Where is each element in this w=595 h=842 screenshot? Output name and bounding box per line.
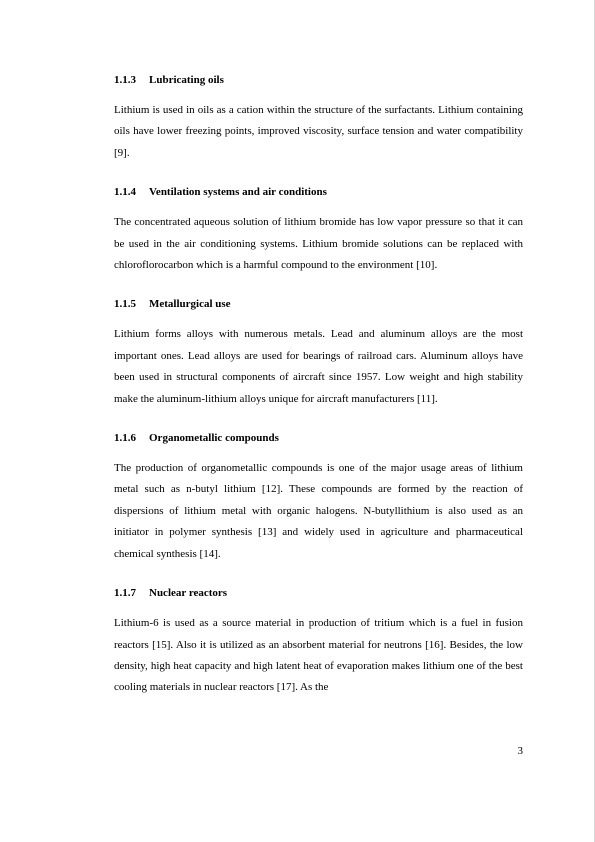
section-number: 1.1.7 xyxy=(114,587,136,600)
section-title: Metallurgical use xyxy=(149,298,231,311)
section-heading xyxy=(114,583,523,603)
page-content xyxy=(114,70,523,699)
page-number: 3 xyxy=(517,745,523,757)
section-paragraph: Lithium forms alloys with numerous metals. Lead and aluminum alloys are the most important ones. Lead alloys are used for bearings of railroad cars. Aluminum alloys have been used in structural components of aircraft since 1957. Low weight and high stability make the aluminum-lithium alloys unique for aircraft manufacturers [11]. xyxy=(114,328,523,405)
section-heading xyxy=(114,70,523,90)
section-paragraph: The production of organometallic compounds is one of the major usage areas of lithium metal such as n-butyl lithium [12]. These compounds are formed by the reaction of dispersions of lithium metal with organic halogens. N-butyllithium is also used as an initiator in polymer synthesis [13] and widely used in agriculture and pharmaceutical chemical synthesis [14]. xyxy=(114,462,523,560)
section-title: Lubricating oils xyxy=(149,74,224,86)
section-metallurgical-use xyxy=(114,294,523,410)
section-title: Ventilation systems and air conditions xyxy=(149,186,327,199)
section-heading xyxy=(114,182,523,202)
section-heading xyxy=(114,294,523,314)
section-number: 1.1.6 xyxy=(114,432,136,445)
section-paragraph: Lithium is used in oils as a cation within the structure of the surfactants. Lithium containing oils have lower freezing points, improved viscosity, surface tension and water compatibility [9]. xyxy=(114,104,523,159)
section-heading xyxy=(114,428,523,448)
section-ventilation-systems xyxy=(114,182,523,276)
section-paragraph: The concentrated aqueous solution of lithium bromide has low vapor pressure so that it can be used in the air conditioning systems. Lithium bromide solutions can be replaced with chloroflorocarbon which is a harmful compound to the environment [10]. xyxy=(114,216,523,272)
section-organometallic-compounds xyxy=(114,428,523,565)
section-number: 1.1.4 xyxy=(114,186,136,199)
section-nuclear-reactors xyxy=(114,583,523,699)
section-title: Organometallic compounds xyxy=(149,432,279,445)
section-number: 1.1.5 xyxy=(114,298,136,311)
section-lubricating-oils xyxy=(114,70,523,164)
section-number: 1.1.3 xyxy=(114,74,136,86)
section-title: Nuclear reactors xyxy=(149,587,228,600)
section-paragraph: Lithium-6 is used as a source material in production of tritium which is a fuel in fusion reactors [15]. Also it is utilized as an absorbent material for neutrons [16]. Besides, the low density, high heat capacity and high latent heat of evaporation makes lithium one of the best cooling materials in nuclear reactors [17]. As the xyxy=(114,617,523,694)
